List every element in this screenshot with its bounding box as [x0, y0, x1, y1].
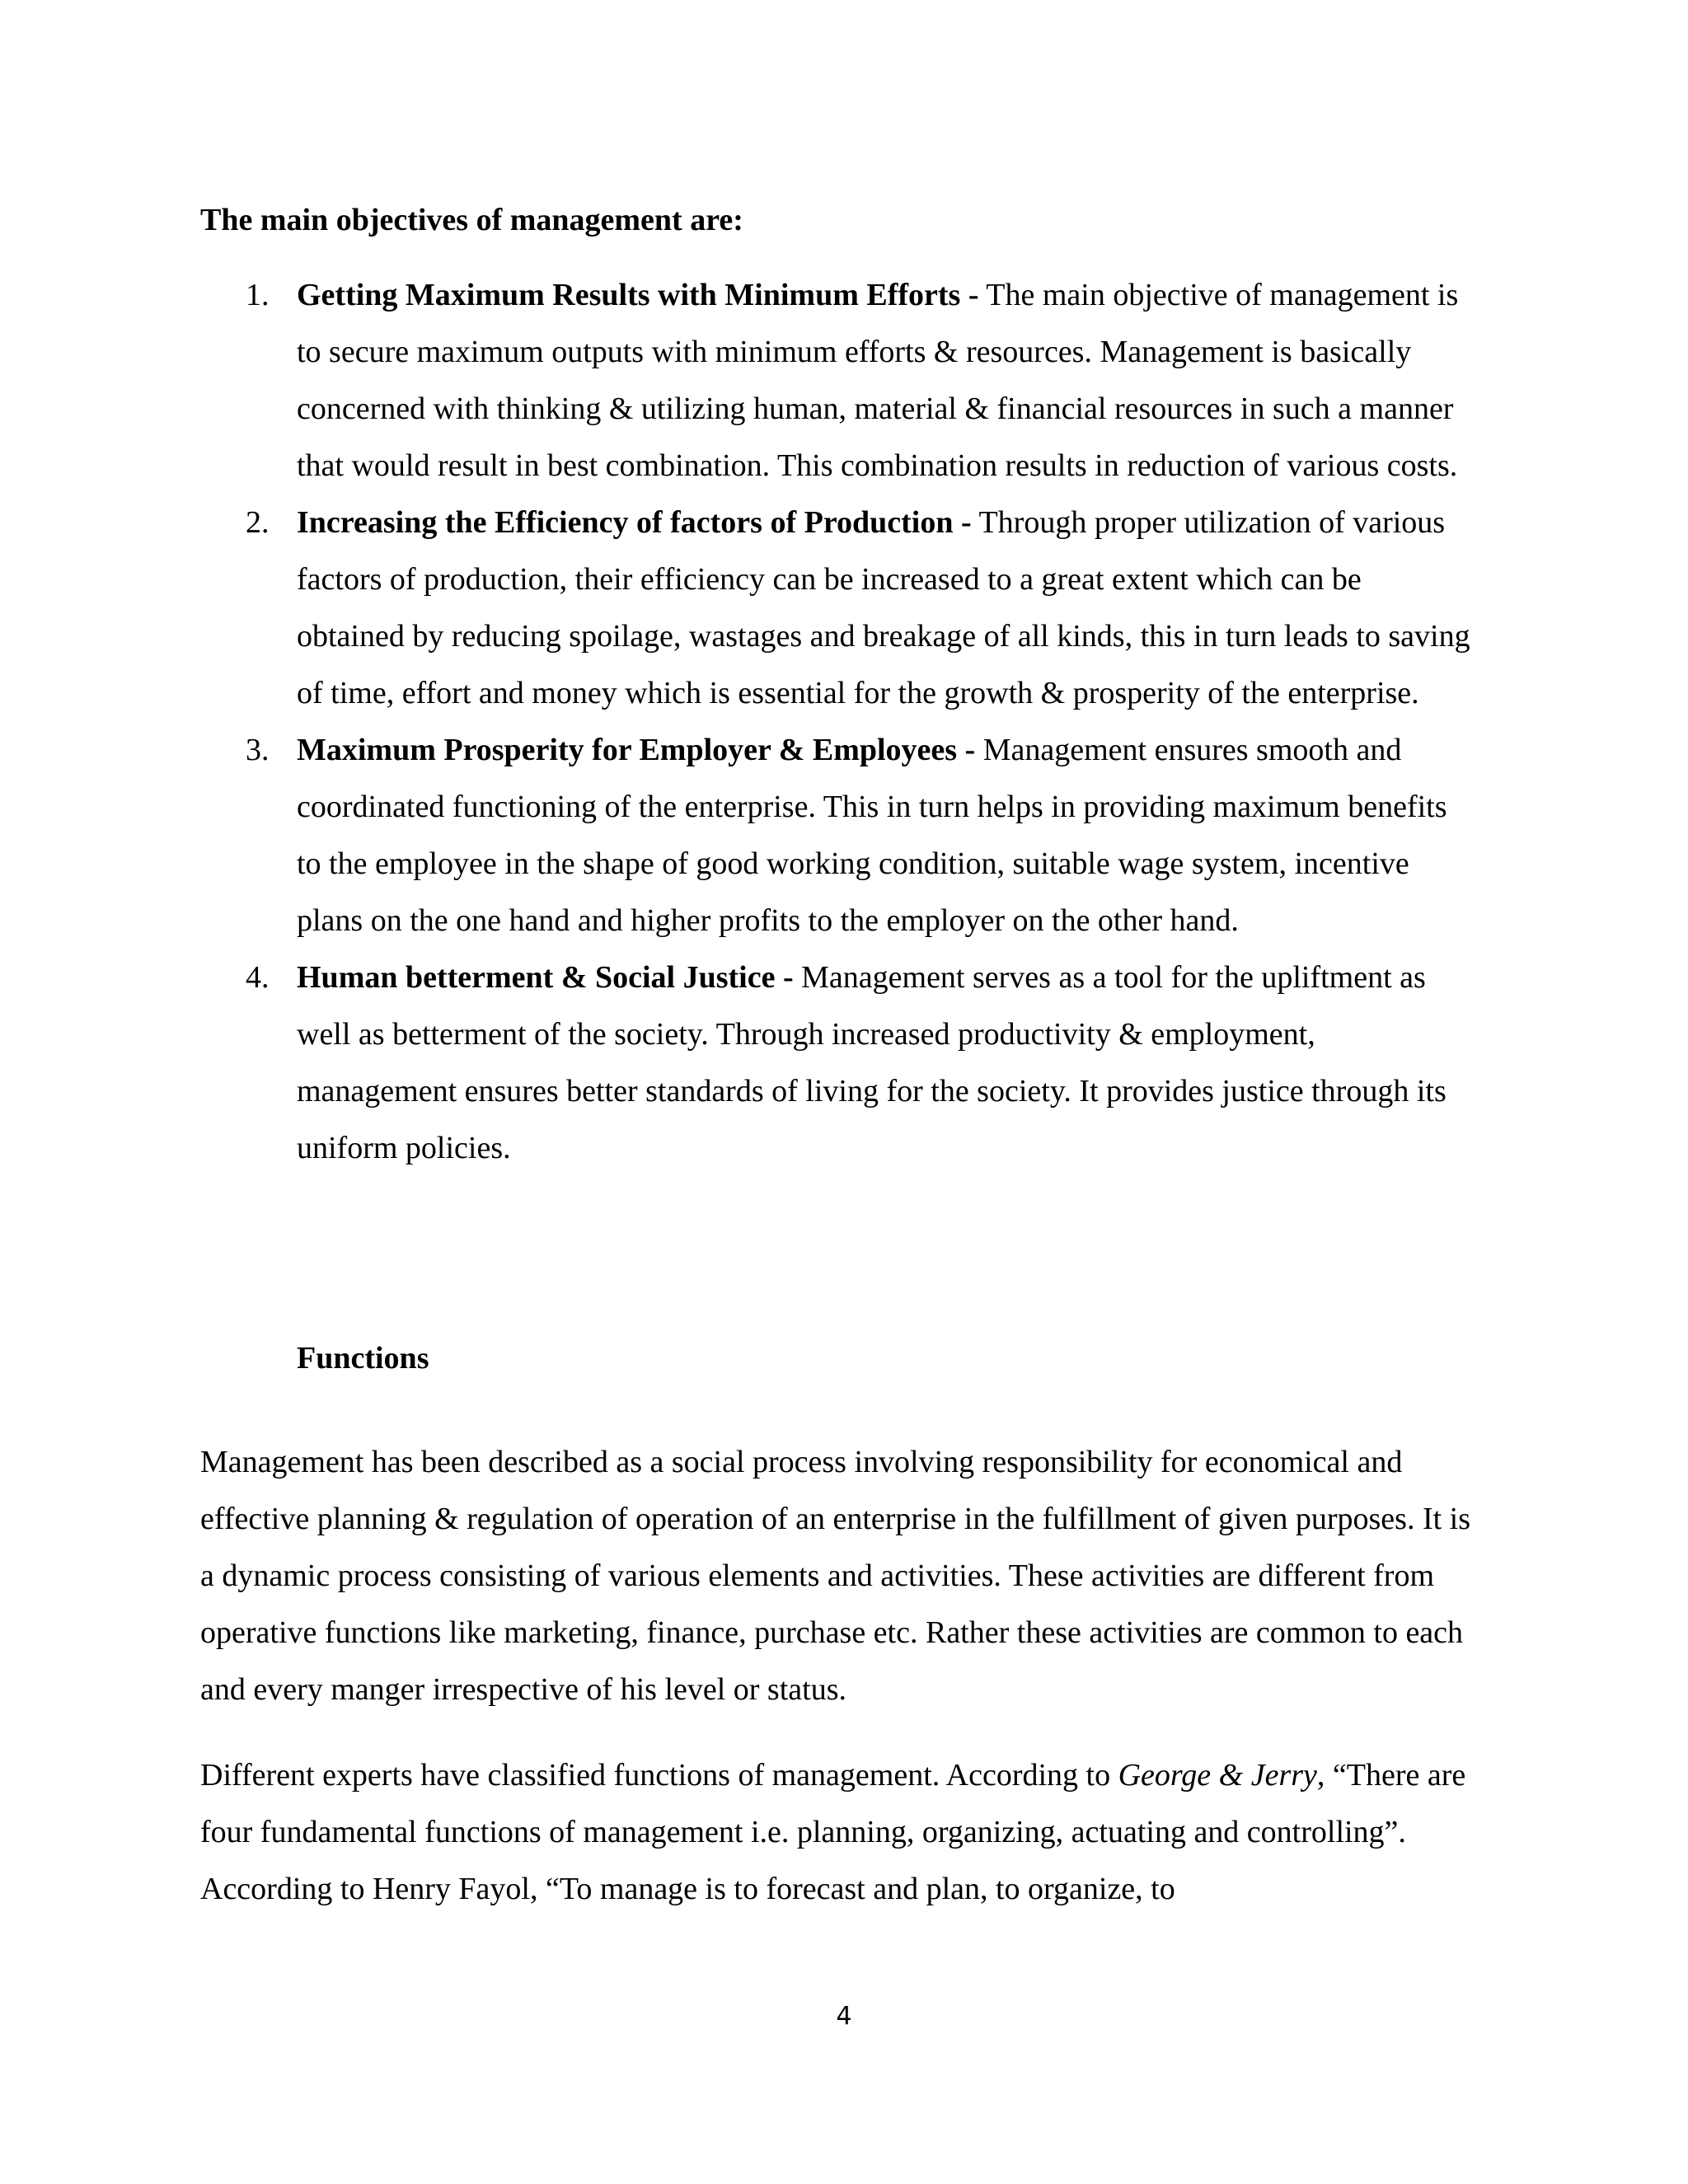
paragraph-text: , “There are four fundamental functions of management i.e. planning, organizing, actuating and controlling”. According to Henry Fayol, “To manage is to forecast and plan, to organize, to [200, 1758, 1466, 1906]
list-item [200, 722, 1475, 949]
classification-paragraph [200, 1747, 1486, 1918]
author-names: George & Jerry [1118, 1758, 1317, 1793]
paragraph-text: Different experts have classified functions of management. According to [200, 1758, 1118, 1793]
list-item-title: Maximum Prosperity for Employer & Employees - [297, 733, 976, 767]
list-item-number: 1. [246, 278, 270, 312]
list-item-text: Through proper utilization of various factors of production, their efficiency can be increased to a great extent which can be obtained by reducing spoilage, wastages and breakage of all kinds, this in turn leads to saving of time, effort and money which is essential for the growth & prosperity of the enterprise. [297, 505, 1470, 710]
list-item-title: Getting Maximum Results with Minimum Efforts - [297, 278, 979, 312]
list-item [200, 494, 1475, 722]
list-item [200, 267, 1475, 494]
list-item-number: 4. [246, 960, 270, 995]
list-item-number: 2. [246, 505, 270, 540]
page-number: 4 [836, 2002, 852, 2031]
functions-paragraph: Management has been described as a social process involving responsibility for economical and effective planning & regulation of operation of an enterprise in the fulfillment of given purposes. It is a dynamic process consisting of various elements and activities. These activities are different from operative functions like marketing, finance, purchase etc. Rather these activities are common to each and every manger irrespective of his level or status. [200, 1445, 1471, 1707]
objectives-heading: The main objectives of management are: [200, 203, 743, 237]
list-item-title: Human betterment & Social Justice - [297, 960, 794, 995]
list-item-text: Management ensures smooth and coordinated functioning of the enterprise. This in turn helps in providing maximum benefits to the employee in the shape of good working condition, suitable wage system, incentive plans on the one hand and higher profits to the employer on the other hand. [297, 733, 1447, 938]
list-item-title: Increasing the Efficiency of factors of Production - [297, 505, 972, 540]
functions-heading: Functions [297, 1341, 429, 1376]
list-item [200, 949, 1475, 1177]
list-item-text: Management serves as a tool for the upliftment as well as betterment of the society. Through increased productivity & employment, management ensures better standards of living for the society. It provides justice through its uniform policies. [297, 960, 1447, 1165]
list-item-number: 3. [246, 733, 270, 767]
objectives-list [200, 267, 1486, 1177]
list-item-text: The main objective of management is to secure maximum outputs with minimum efforts & resources. Management is basically concerned with thinking & utilizing human, material & financial resources in such a manner that would result in best combination. This combination results in reduction of various costs. [297, 278, 1459, 483]
